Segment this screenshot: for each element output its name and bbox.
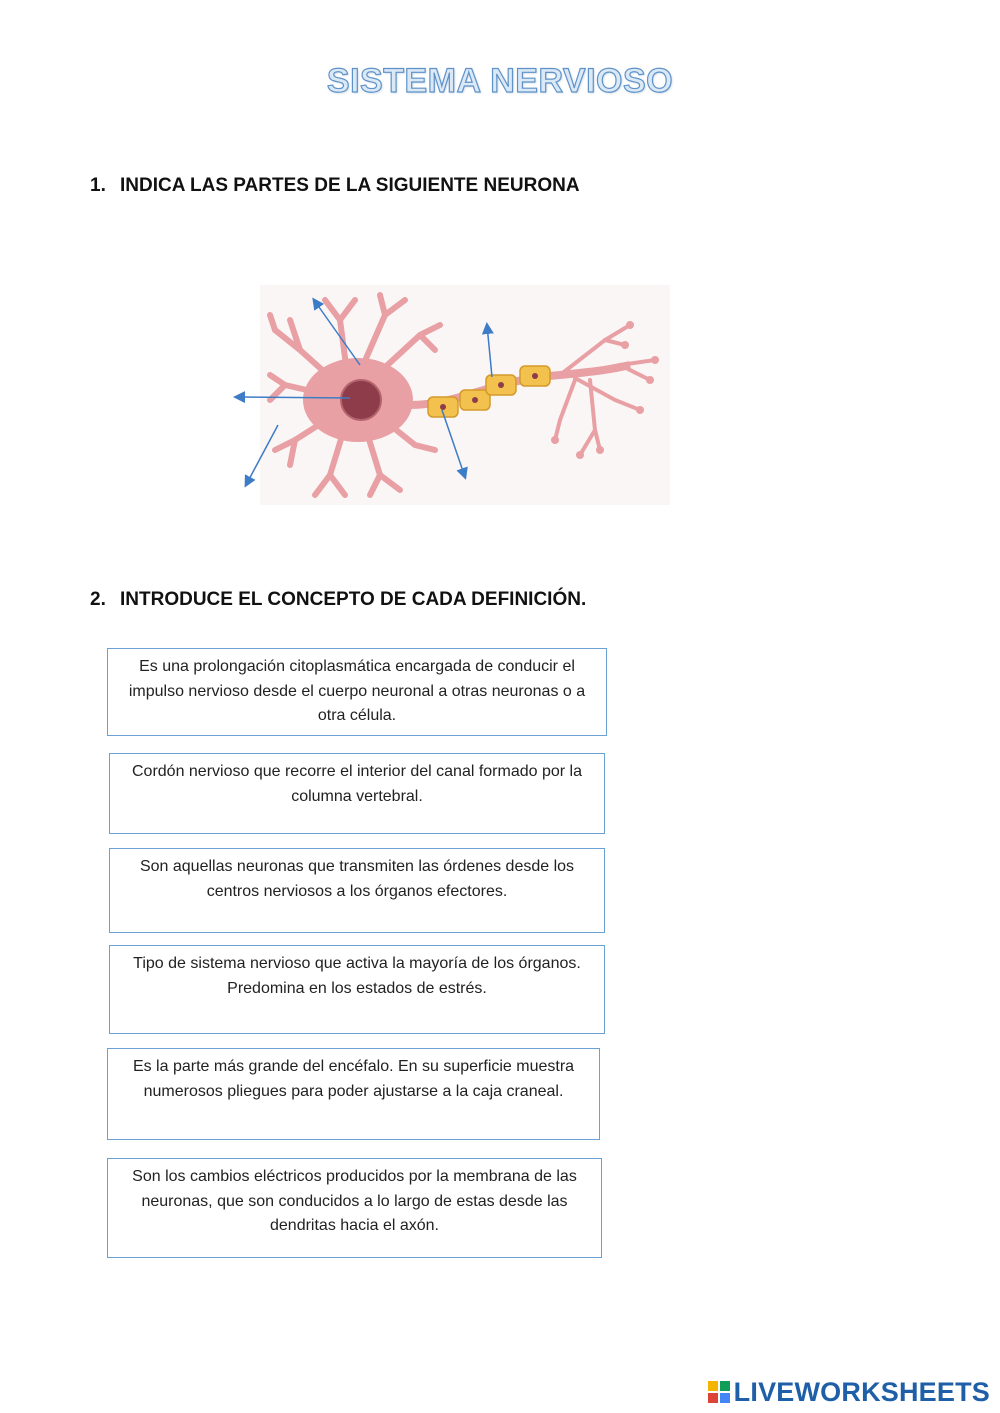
definition-box-4[interactable] [109,945,605,1034]
definition-box-1[interactable] [107,648,607,736]
nucleus [341,380,381,420]
arrow-nucleus [236,397,350,398]
question-1-text: INDICA LAS PARTES DE LA SIGUIENTE NEURONA [120,175,580,196]
question-1-heading [90,175,580,197]
footer-brand-text: LIVEWORKSHEETS [733,1376,990,1407]
definition-box-5[interactable] [107,1048,600,1140]
neuron-diagram [230,280,670,510]
liveworksheets-logo-icon [708,1381,730,1403]
question-2-heading [90,589,586,611]
definition-text: Son los cambios eléctricos producidos por la membrana de las neuronas, que son conducidos a lo largo de estas desde las dendritas hacia el axón. [132,1168,577,1234]
definition-text: Es una prolongación citoplasmática encargada de conducir el impulso nervioso desde el cuerpo neuronal a otras neuronas o a otra célula. [128,658,586,724]
page-title: SISTEMA NERVIOSO [326,62,674,100]
question-2-number: 2. [90,589,106,610]
definition-text: Tipo de sistema nervioso que activa la mayoría de los órganos. Predomina en los estados de estrés. [133,955,581,997]
definition-text: Son aquellas neuronas que transmiten las órdenes desde los centros nerviosos a los órganos efectores. [139,858,575,900]
definition-text: Cordón nervioso que recorre el interior del canal formado por la columna vertebral. [131,763,582,805]
footer-brand [708,1377,990,1407]
definition-box-6[interactable] [107,1158,602,1258]
definition-box-3[interactable] [109,848,605,933]
question-1-number: 1. [90,175,106,196]
question-2-text: INTRODUCE EL CONCEPTO DE CADA DEFINICIÓN. [120,589,587,610]
definition-box-2[interactable] [109,753,605,834]
definition-text: Es la parte más grande del encéfalo. En su superficie muestra numerosos pliegues para poder ajustarse a la caja craneal. [132,1058,575,1100]
